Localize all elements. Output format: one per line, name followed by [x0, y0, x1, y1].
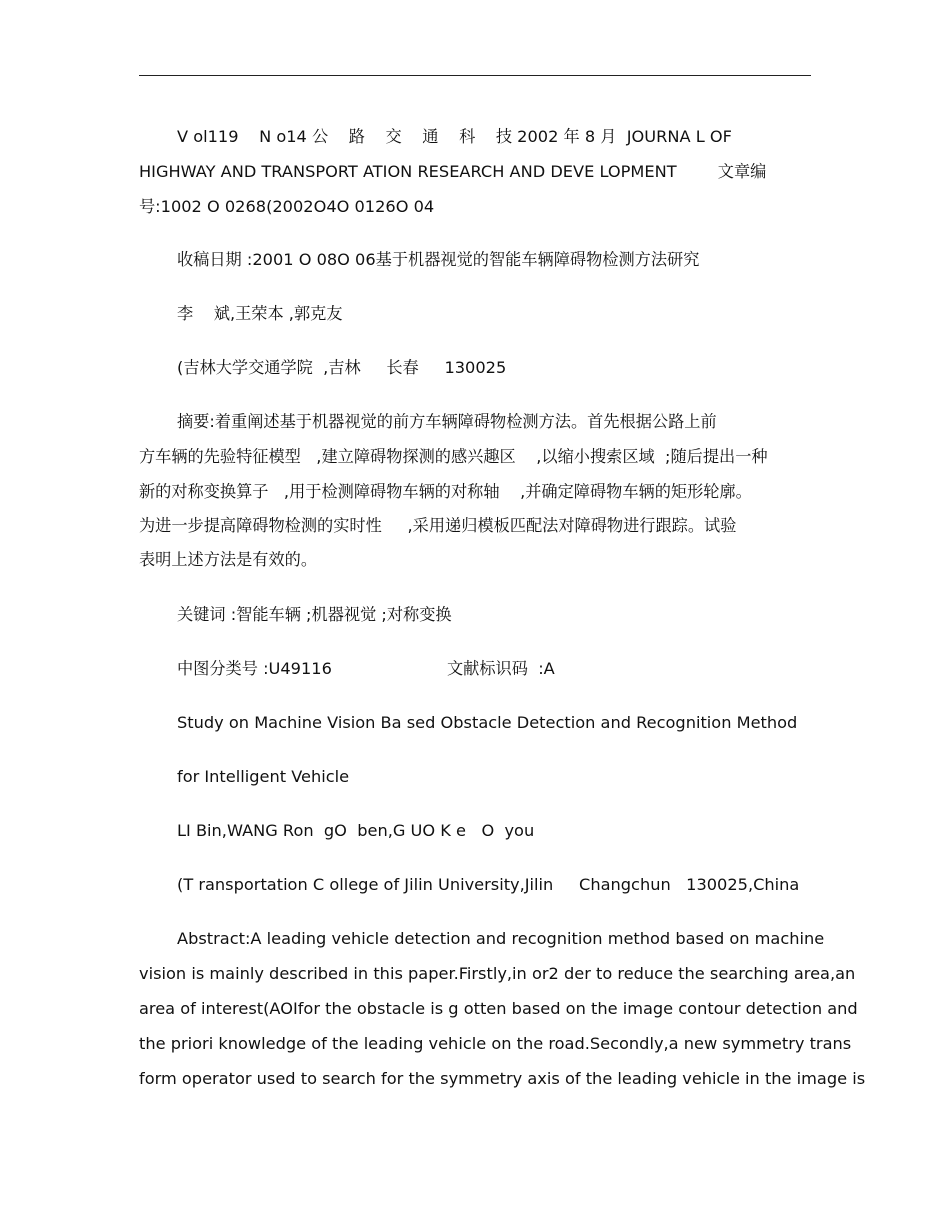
abstract-en-line: vision is mainly described in this paper.Firstly,in or2 der to reduce the searching area,an: [139, 964, 856, 983]
top-rule: [139, 75, 811, 76]
received-date-and-title: 收稿日期 :2001 O 08O 06基于机器视觉的智能车辆障碍物检测方法研究: [177, 250, 700, 269]
abstract-en-line: area of interest(AOIfor the obstacle is g otten based on the image contour detection and: [139, 999, 858, 1018]
affiliation-en: (T ransportation C ollege of Jilin University,Jilin Changchun 130025,China: [177, 875, 800, 894]
authors-en: LI Bin,WANG Ron gO ben,G UO K e O you: [177, 821, 535, 840]
abstract-cn-line: 摘要:着重阐述基于机器视觉的前方车辆障碍物检测方法。首先根据公路上前: [177, 412, 717, 431]
classification-number: 中图分类号 :U49116: [177, 659, 332, 678]
abstract-cn-line: 新的对称变换算子 ,用于检测障碍物车辆的对称轴 ,并确定障碍物车辆的矩形轮廓。: [139, 482, 752, 501]
document-code: 文献标识码 :A: [447, 659, 555, 678]
abstract-en-line: form operator used to search for the symmetry axis of the leading vehicle in the image is: [139, 1069, 866, 1088]
authors-cn: 李 斌,王荣本 ,郭克友: [177, 304, 343, 323]
abstract-cn-line: 为进一步提高障碍物检测的实时性 ,采用递归模板匹配法对障碍物进行跟踪。试验: [139, 516, 737, 535]
abstract-en-line: the priori knowledge of the leading vehicle on the road.Secondly,a new symmetry trans: [139, 1034, 852, 1053]
title-en-line: Study on Machine Vision Ba sed Obstacle Detection and Recognition Method: [177, 713, 798, 732]
journal-header-line-2: HIGHWAY AND TRANSPORT ATION RESEARCH AND DEVE LOPMENT 文章编: [139, 162, 767, 181]
affiliation-cn: (吉林大学交通学院 ,吉林 长春 130025: [177, 358, 507, 377]
abstract-cn-line: 方车辆的先验特征模型 ,建立障碍物探测的感兴趣区 ,以缩小搜索区域 ;随后提出一种: [139, 447, 768, 466]
abstract-en-line: Abstract:A leading vehicle detection and recognition method based on machine: [177, 929, 825, 948]
journal-header-line-1: V ol119 N o14 公 路 交 通 科 技 2002 年 8 月 JOURNA L OF: [177, 127, 732, 146]
article-number: 号:1002 O 0268(2002O4O 0126O 04: [139, 197, 435, 216]
title-en-line: for Intelligent Vehicle: [177, 767, 350, 786]
abstract-cn-line: 表明上述方法是有效的。: [139, 550, 318, 569]
keywords-cn: 关键词 :智能车辆 ;机器视觉 ;对称变换: [177, 605, 452, 624]
